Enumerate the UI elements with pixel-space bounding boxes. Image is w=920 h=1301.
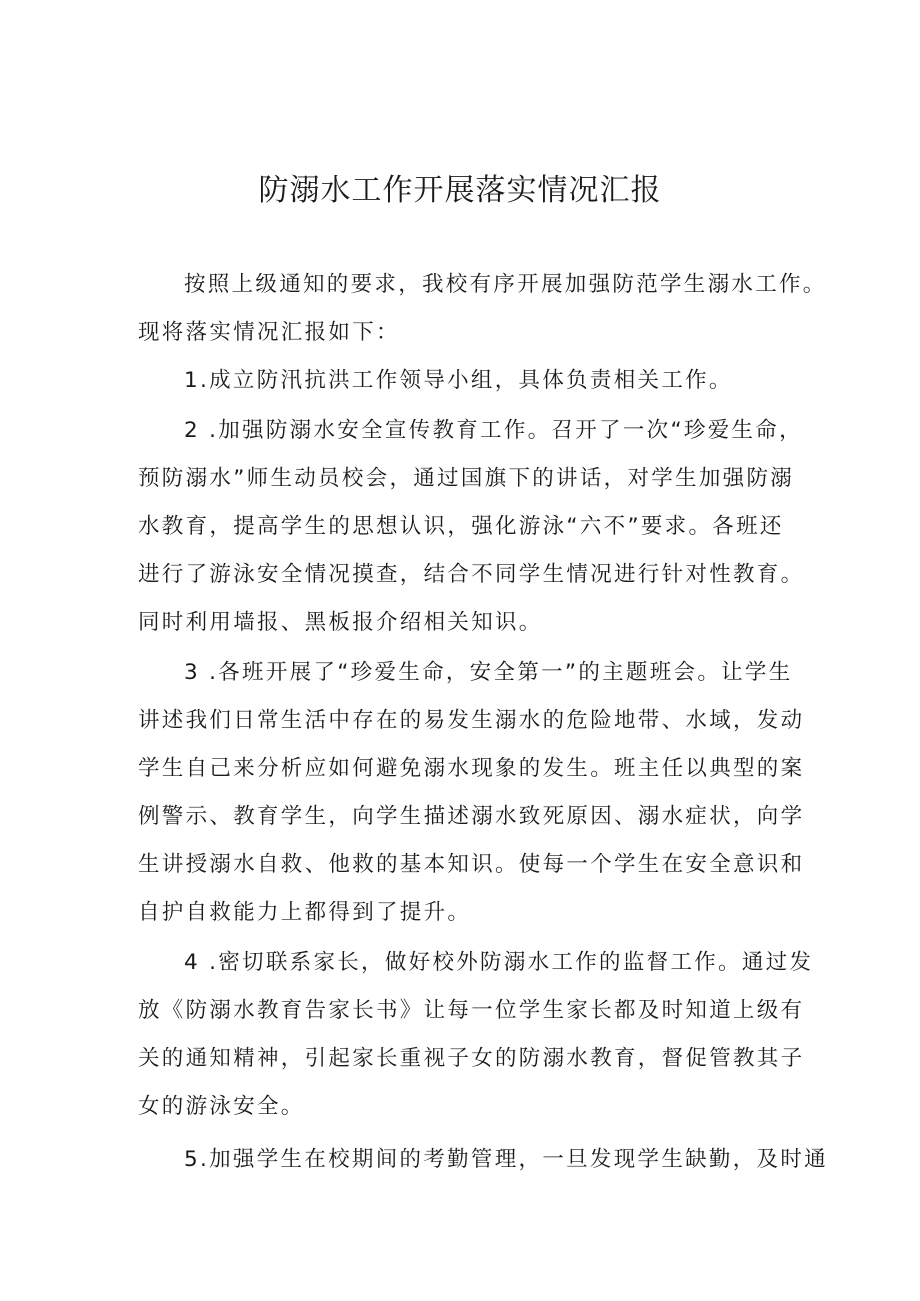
paragraph-intro-line-2: 现将落实情况汇报如下：: [138, 320, 400, 345]
document-title: 防溺水工作开展落实情况汇报: [258, 173, 662, 208]
paragraph-item-2-line-4: 进行了游泳安全情况摸查，结合不同学生情况进行针对性教育。: [138, 562, 805, 587]
paragraph-item-2-line-3: 水教育，提高学生的思想认识，强化游泳“六不”要求。各班还: [138, 514, 784, 539]
paragraph-item-4-line-2: 放《防溺水教育告家长书》让每一位学生家长都及时知道上级有: [138, 998, 805, 1023]
paragraph-item-3-line-4: 例警示、教育学生，向学生描述溺水致死原因、溺水症状，向学: [138, 804, 805, 829]
paragraph-intro-line-1: 按照上级通知的要求，我校有序开展加强防范学生溺水工作。: [184, 272, 827, 297]
paragraph-item-1-line-1: 1.成立防汛抗洪工作领导小组，具体负责相关工作。: [184, 368, 733, 393]
paragraph-item-3-line-6: 自护自救能力上都得到了提升。: [138, 900, 472, 925]
paragraph-item-4-line-1: 4 .密切联系家长，做好校外防溺水工作的监督工作。通过发: [184, 950, 814, 975]
paragraph-item-5-line-1: 5.加强学生在校期间的考勤管理，一旦发现学生缺勤，及时通: [184, 1147, 828, 1172]
paragraph-item-3-line-3: 学生自己来分析应如何避免溺水现象的发生。班主任以典型的案: [138, 756, 805, 781]
paragraph-item-2-line-1: 2 .加强防溺水安全宣传教育工作。召开了一次“珍爱生命，: [184, 418, 803, 443]
paragraph-item-3-line-5: 生讲授溺水自救、他救的基本知识。使每一个学生在安全意识和: [138, 852, 805, 877]
paragraph-item-2-line-5: 同时利用墙报、黑板报介绍相关知识。: [138, 610, 543, 635]
paragraph-item-4-line-4: 女的游泳安全。: [138, 1094, 305, 1119]
paragraph-item-3-line-1: 3 .各班开展了“珍爱生命，安全第一”的主题班会。让学生: [184, 660, 793, 685]
paragraph-item-4-line-3: 关的通知精神，引起家长重视子女的防溺水教育，督促管教其子: [138, 1046, 805, 1071]
paragraph-item-2-line-2: 预防溺水”师生动员校会，通过国旗下的讲话，对学生加强防溺: [138, 466, 795, 491]
paragraph-item-3-line-2: 讲述我们日常生活中存在的易发生溺水的危险地带、水域，发动: [138, 708, 805, 733]
